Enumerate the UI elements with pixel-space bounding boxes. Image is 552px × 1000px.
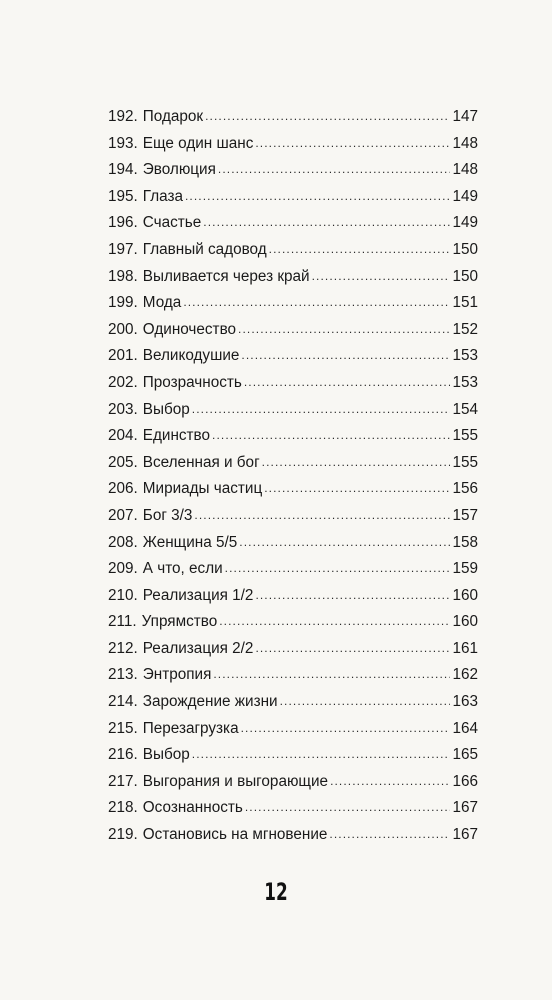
- toc-dot-leader: [241, 342, 450, 369]
- toc-entry-title: Осознанность: [142, 799, 243, 817]
- toc-entry-page: 151: [452, 294, 478, 312]
- toc-dot-leader: [238, 316, 450, 343]
- table-of-contents: [108, 104, 478, 849]
- toc-dot-leader: [225, 555, 451, 582]
- toc-entry-title: Вселенная и бог: [142, 453, 260, 471]
- toc-entry: [108, 104, 478, 131]
- toc-entry-page: 154: [452, 400, 478, 418]
- toc-dot-leader: [203, 209, 450, 236]
- toc-entry-number: 199.: [108, 294, 138, 312]
- toc-entry-title: Выбор: [142, 746, 190, 764]
- toc-entry-number: 212.: [108, 639, 138, 657]
- toc-entry: [108, 450, 478, 477]
- toc-dot-leader: [280, 688, 451, 715]
- toc-entry: [108, 131, 478, 158]
- toc-entry: [108, 742, 478, 769]
- toc-entry-page: 148: [452, 161, 478, 179]
- toc-dot-leader: [330, 768, 450, 795]
- toc-entry-page: 150: [452, 240, 478, 258]
- toc-dot-leader: [329, 821, 450, 848]
- toc-entry-page: 165: [452, 746, 478, 764]
- toc-entry-title: Мириады частиц: [142, 480, 263, 498]
- toc-entry-page: 150: [452, 267, 478, 285]
- toc-entry: [108, 556, 478, 583]
- toc-entry-title: Прозрачность: [142, 373, 242, 391]
- toc-dot-leader: [264, 475, 450, 502]
- toc-entry-page: 153: [452, 373, 478, 391]
- toc-entry-page: 159: [452, 560, 478, 578]
- toc-dot-leader: [213, 661, 450, 688]
- toc-entry: [108, 370, 478, 397]
- toc-entry-page: 160: [452, 613, 478, 631]
- toc-entry-number: 198.: [108, 267, 138, 285]
- toc-entry-number: 206.: [108, 480, 138, 498]
- toc-entry-number: 210.: [108, 586, 138, 604]
- toc-dot-leader: [239, 529, 450, 556]
- toc-dot-leader: [255, 582, 450, 609]
- toc-entry-number: 209.: [108, 560, 138, 578]
- toc-dot-leader: [312, 263, 451, 290]
- toc-entry-page: 162: [452, 666, 478, 684]
- toc-entry-number: 200.: [108, 320, 138, 338]
- toc-dot-leader: [255, 635, 450, 662]
- toc-entry: [108, 769, 478, 796]
- toc-entry-number: 215.: [108, 719, 138, 737]
- toc-entry-number: 193.: [108, 134, 138, 152]
- toc-entry-title: Энтропия: [142, 666, 212, 684]
- toc-entry-page: 156: [452, 480, 478, 498]
- toc-entry-number: 211.: [108, 613, 137, 631]
- toc-entry-title: Еще один шанс: [142, 134, 254, 152]
- toc-entry: [108, 716, 478, 743]
- toc-entry-page: 167: [452, 799, 478, 817]
- toc-entry-title: Эволюция: [142, 161, 216, 179]
- toc-entry: [108, 343, 478, 370]
- toc-entry-title: Бог 3/3: [142, 506, 193, 524]
- toc-entry-number: 194.: [108, 161, 138, 179]
- toc-dot-leader: [241, 715, 451, 742]
- toc-entry: [108, 157, 478, 184]
- toc-entry: [108, 689, 478, 716]
- toc-entry-title: Одиночество: [142, 320, 237, 338]
- toc-entry-title: Выбор: [142, 400, 190, 418]
- toc-dot-leader: [269, 236, 451, 263]
- toc-entry: [108, 237, 478, 264]
- toc-entry-page: 149: [452, 187, 478, 205]
- toc-entry-page: 152: [452, 320, 478, 338]
- toc-entry-page: 167: [452, 826, 478, 844]
- toc-entry-number: 208.: [108, 533, 138, 551]
- page-number: 12: [264, 878, 288, 906]
- toc-dot-leader: [212, 422, 450, 449]
- toc-entry: [108, 530, 478, 557]
- toc-dot-leader: [219, 608, 450, 635]
- toc-entry-number: 195.: [108, 187, 138, 205]
- toc-entry-title: Женщина 5/5: [142, 533, 238, 551]
- toc-entry-page: 161: [452, 639, 478, 657]
- toc-entry-title: Реализация 2/2: [142, 639, 254, 657]
- toc-entry-title: Глаза: [142, 187, 183, 205]
- toc-entry: [108, 397, 478, 424]
- toc-entry: [108, 503, 478, 530]
- toc-dot-leader: [262, 449, 451, 476]
- toc-entry-page: 164: [452, 719, 478, 737]
- toc-entry-number: 197.: [108, 240, 138, 258]
- toc-entry: [108, 264, 478, 291]
- toc-entry-title: Остановись на мгновение: [142, 826, 328, 844]
- toc-entry-title: Реализация 1/2: [142, 586, 254, 604]
- toc-entry-page: 149: [452, 214, 478, 232]
- toc-entry-title: Упрямство: [141, 613, 218, 631]
- toc-entry-number: 213.: [108, 666, 138, 684]
- toc-entry-page: 163: [452, 693, 478, 711]
- toc-entry-number: 217.: [108, 772, 138, 790]
- toc-entry-number: 201.: [108, 347, 138, 365]
- toc-dot-leader: [218, 156, 451, 183]
- toc-entry-title: Выливается через край: [142, 267, 310, 285]
- toc-entry-number: 218.: [108, 799, 138, 817]
- toc-dot-leader: [192, 741, 451, 768]
- toc-entry-page: 155: [452, 427, 478, 445]
- toc-entry-title: Подарок: [142, 108, 204, 125]
- toc-entry-title: Зарождение жизни: [142, 693, 278, 711]
- toc-entry: [108, 290, 478, 317]
- toc-entry-title: Счастье: [142, 214, 202, 232]
- toc-entry-number: 196.: [108, 214, 138, 232]
- toc-entry: [108, 609, 478, 636]
- toc-entry-number: 204.: [108, 427, 138, 445]
- toc-entry: [108, 636, 478, 663]
- toc-entry-number: 203.: [108, 400, 138, 418]
- toc-entry: [108, 317, 478, 344]
- toc-entry-page: 157: [452, 506, 478, 524]
- toc-entry: [108, 662, 478, 689]
- toc-dot-leader: [192, 396, 451, 423]
- toc-entry-number: 219.: [108, 826, 138, 844]
- toc-entry: [108, 476, 478, 503]
- toc-entry-page: 166: [452, 772, 478, 790]
- toc-entry-title: Выгорания и выгорающие: [142, 772, 329, 790]
- toc-entry-page: 160: [452, 586, 478, 604]
- toc-dot-leader: [183, 289, 450, 316]
- toc-dot-leader: [245, 794, 451, 821]
- toc-entry-title: Великодушие: [142, 347, 240, 365]
- toc-entry: [108, 423, 478, 450]
- toc-entry-number: 202.: [108, 373, 138, 391]
- toc-entry-title: Главный садовод: [142, 240, 267, 258]
- toc-entry-page: 148: [452, 134, 478, 152]
- toc-entry-title: Перезагрузка: [142, 719, 239, 737]
- toc-entry-number: 216.: [108, 746, 138, 764]
- toc-dot-leader: [205, 103, 450, 130]
- toc-entry-page: 147: [452, 108, 478, 125]
- toc-entry-number: 192.: [108, 108, 138, 125]
- toc-entry: [108, 210, 478, 237]
- toc-entry: [108, 583, 478, 610]
- toc-dot-leader: [255, 130, 450, 157]
- toc-entry-number: 207.: [108, 506, 138, 524]
- toc-entry-title: А что, если: [142, 560, 223, 578]
- toc-entry-number: 205.: [108, 453, 138, 471]
- toc-entry-page: 158: [452, 533, 478, 551]
- toc-entry-page: 155: [452, 453, 478, 471]
- toc-entry-title: Единство: [142, 427, 211, 445]
- toc-entry: [108, 822, 478, 849]
- toc-entry-page: 153: [452, 347, 478, 365]
- toc-entry: [108, 795, 478, 822]
- toc-entry: [108, 184, 478, 211]
- toc-dot-leader: [194, 502, 450, 529]
- toc-dot-leader: [185, 183, 450, 210]
- toc-entry-title: Мода: [142, 294, 182, 312]
- toc-dot-leader: [244, 369, 451, 396]
- toc-entry-number: 214.: [108, 693, 138, 711]
